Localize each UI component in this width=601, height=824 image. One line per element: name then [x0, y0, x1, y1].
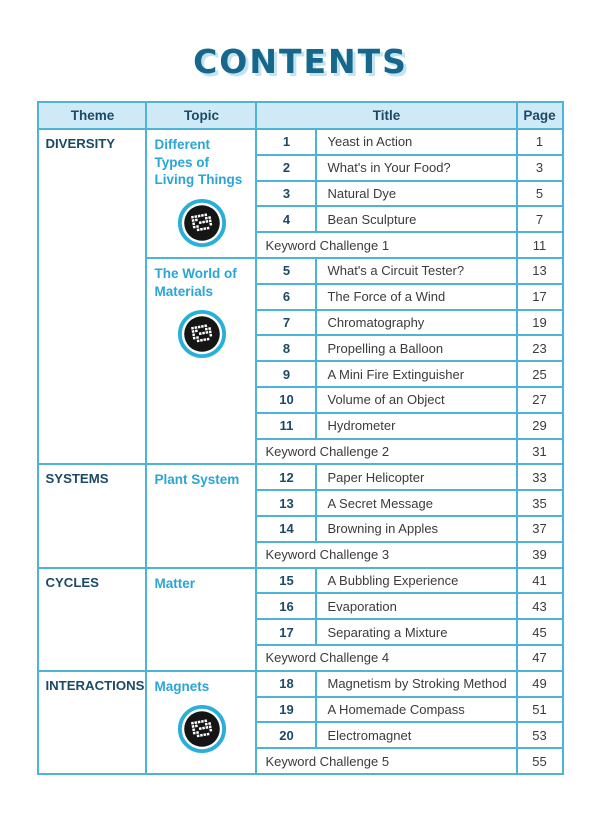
topic-cell [146, 464, 256, 567]
entry-title: Yeast in Action [316, 129, 516, 155]
entry-number: 14 [256, 516, 316, 542]
keyword-challenge-label: Keyword Challenge 5 [256, 748, 516, 774]
entry-page-number: 3 [517, 155, 563, 181]
entry-number: 1 [256, 129, 316, 155]
entry-page-number: 53 [517, 722, 563, 748]
theme-cell: SYSTEMS [38, 464, 146, 567]
entry-number: 15 [256, 568, 316, 594]
entry-number: 6 [256, 284, 316, 310]
topic-name: Different Types of Living Things [154, 137, 243, 188]
entry-title: What's in Your Food? [316, 155, 516, 181]
topic-name: Magnets [154, 678, 210, 694]
entry-page-number: 5 [517, 181, 563, 207]
entry-number: 13 [256, 490, 316, 516]
entry-page-number: 41 [517, 568, 563, 594]
qr-code-badge [154, 309, 249, 359]
entry-title: Chromatography [316, 310, 516, 336]
entry-title: Evaporation [316, 593, 516, 619]
column-header-theme: Theme [38, 102, 146, 129]
entry-page-number: 45 [517, 619, 563, 645]
entry-title: Separating a Mixture [316, 619, 516, 645]
entry-title: Hydrometer [316, 413, 516, 439]
keyword-challenge-label: Keyword Challenge 1 [256, 232, 516, 258]
column-header-page: Page [517, 102, 563, 129]
entry-page-number: 23 [517, 335, 563, 361]
qr-code-badge [154, 198, 249, 248]
entry-title: Bean Sculpture [316, 206, 516, 232]
entry-number: 4 [256, 206, 316, 232]
entry-number: 17 [256, 619, 316, 645]
entry-number: 11 [256, 413, 316, 439]
entry-title: A Bubbling Experience [316, 568, 516, 594]
entry-title: Paper Helicopter [316, 464, 516, 490]
entry-row [38, 671, 562, 697]
entry-title: Browning in Apples [316, 516, 516, 542]
entry-number: 19 [256, 697, 316, 723]
entry-page-number: 27 [517, 387, 563, 413]
theme-cell: INTERACTIONS [38, 671, 146, 774]
qr-code-icon [177, 309, 227, 359]
entry-row [38, 568, 562, 594]
entry-title: What's a Circuit Tester? [316, 258, 516, 284]
entry-row [38, 464, 562, 490]
entry-page-number: 37 [517, 516, 563, 542]
topic-name: Plant System [154, 472, 240, 488]
entry-page-number: 1 [517, 129, 563, 155]
table-header-row [38, 102, 562, 129]
entry-title: Volume of an Object [316, 387, 516, 413]
entry-number: 8 [256, 335, 316, 361]
keyword-challenge-page-number: 39 [517, 542, 563, 568]
entry-number: 7 [256, 310, 316, 336]
entry-page-number: 7 [517, 206, 563, 232]
entry-number: 10 [256, 387, 316, 413]
contents-table [37, 101, 563, 775]
entry-title: Propelling a Balloon [316, 335, 516, 361]
theme-cell: CYCLES [38, 568, 146, 671]
keyword-challenge-label: Keyword Challenge 4 [256, 645, 516, 671]
qr-code-icon [177, 704, 227, 754]
entry-page-number: 33 [517, 464, 563, 490]
entry-title: Magnetism by Stroking Method [316, 671, 516, 697]
entry-page-number: 43 [517, 593, 563, 619]
entry-number: 5 [256, 258, 316, 284]
entry-page-number: 51 [517, 697, 563, 723]
qr-code-badge [154, 704, 249, 754]
entry-title: A Secret Message [316, 490, 516, 516]
entry-page-number: 29 [517, 413, 563, 439]
topic-name: Matter [154, 575, 195, 591]
entry-page-number: 19 [517, 310, 563, 336]
theme-cell: DIVERSITY [38, 129, 146, 464]
entry-page-number: 35 [517, 490, 563, 516]
keyword-challenge-page-number: 11 [517, 232, 563, 258]
keyword-challenge-page-number: 47 [517, 645, 563, 671]
entry-number: 12 [256, 464, 316, 490]
entry-number: 18 [256, 671, 316, 697]
column-header-topic: Topic [146, 102, 256, 129]
topic-cell [146, 568, 256, 671]
column-header-title: Title [256, 102, 516, 129]
entry-title: A Mini Fire Extinguisher [316, 361, 516, 387]
keyword-challenge-page-number: 31 [517, 439, 563, 465]
keyword-challenge-label: Keyword Challenge 3 [256, 542, 516, 568]
topic-cell [146, 671, 256, 774]
entry-title: The Force of a Wind [316, 284, 516, 310]
entry-row [38, 129, 562, 155]
topic-cell [146, 129, 256, 258]
entry-page-number: 17 [517, 284, 563, 310]
entry-number: 2 [256, 155, 316, 181]
entry-title: Natural Dye [316, 181, 516, 207]
keyword-challenge-label: Keyword Challenge 2 [256, 439, 516, 465]
entry-number: 3 [256, 181, 316, 207]
entry-number: 16 [256, 593, 316, 619]
topic-name: The World of Materials [154, 265, 237, 299]
qr-code-icon [177, 198, 227, 248]
entry-page-number: 49 [517, 671, 563, 697]
page-title: CONTENTS [193, 42, 408, 81]
topic-cell [146, 258, 256, 464]
keyword-challenge-page-number: 55 [517, 748, 563, 774]
entry-page-number: 25 [517, 361, 563, 387]
entry-title: A Homemade Compass [316, 697, 516, 723]
entry-title: Electromagnet [316, 722, 516, 748]
entry-number: 9 [256, 361, 316, 387]
entry-number: 20 [256, 722, 316, 748]
entry-page-number: 13 [517, 258, 563, 284]
